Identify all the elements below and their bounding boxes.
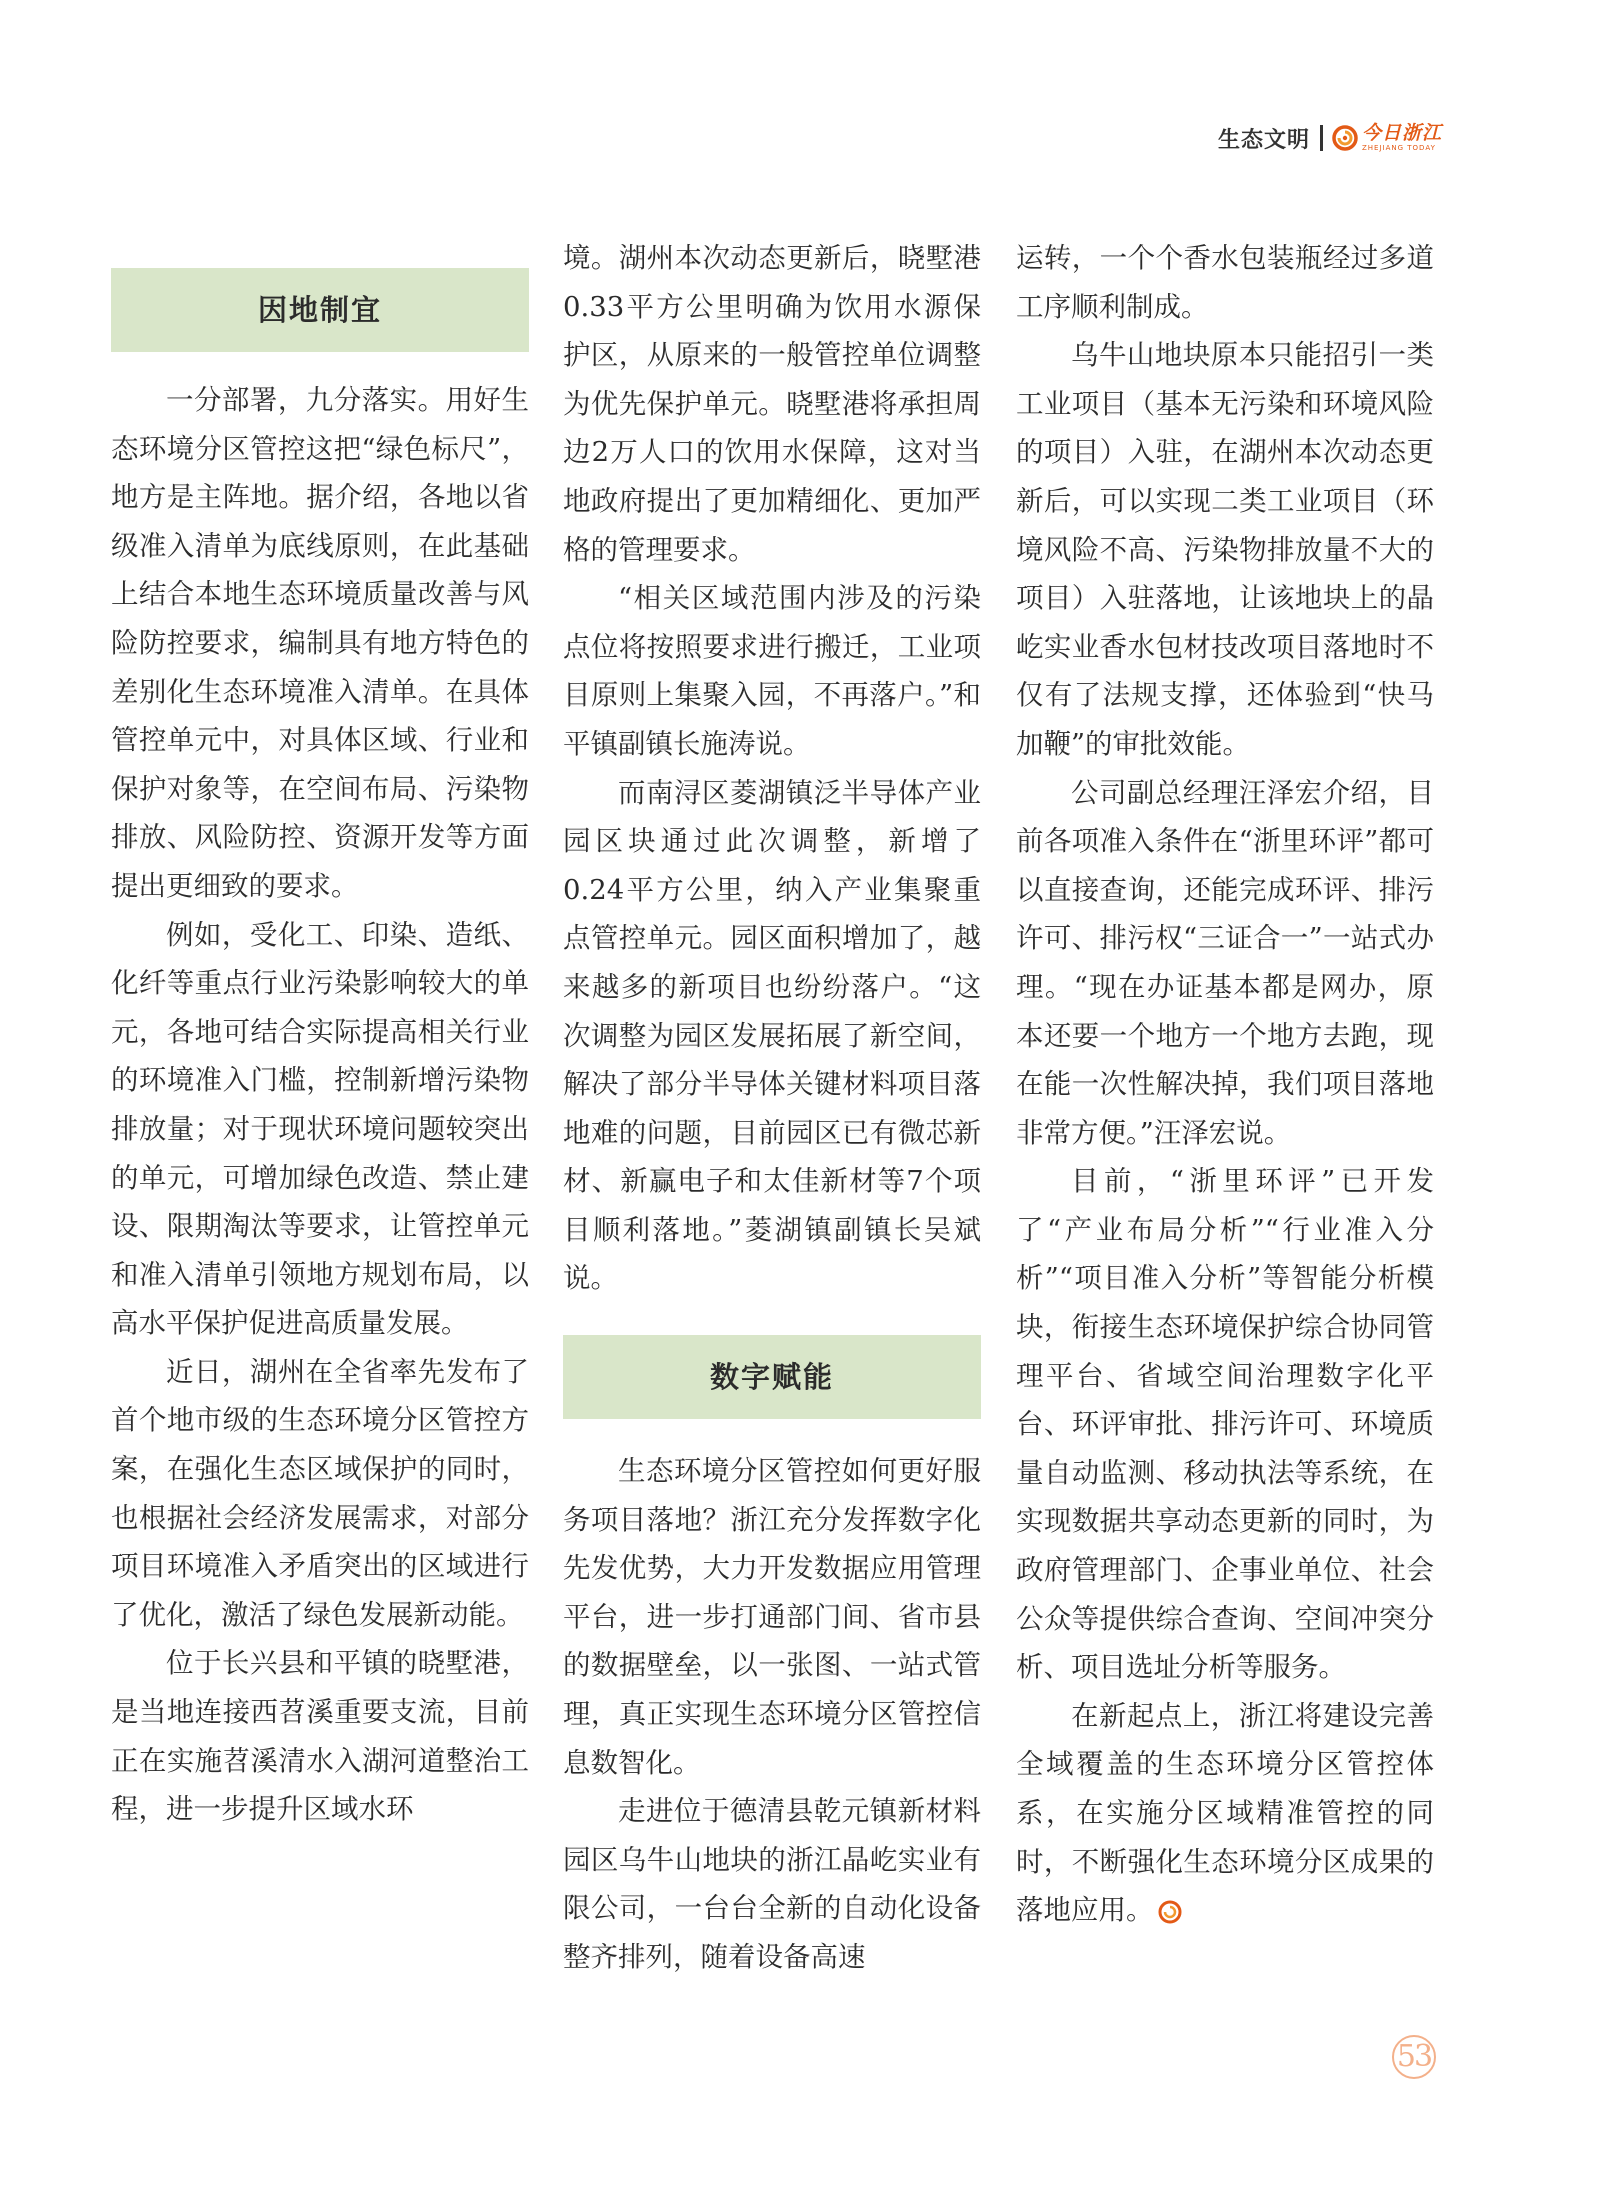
column-3 — [1016, 234, 1434, 1935]
paragraph: “相关区域范围内涉及的污染点位将按照要求进行搬迁，工业项目原则上集聚入园，不再落户。”和平镇副镇长施涛说。 — [563, 582, 981, 760]
logo-chinese-text: 今日浙江 — [1361, 122, 1442, 144]
column-1 — [111, 228, 529, 1834]
logo-english-text: ZHEJIANG TODAY — [1361, 144, 1436, 152]
paragraph: 而南浔区菱湖镇泛半导体产业园区块通过此次调整，新增了0.24平方公里，纳入产业集聚重点管控单元。园区面积增加了，越来越多的新项目也纷纷落户。“这次调整为园区发展拓展了新空间，解决了部分半导体关键材料项目落地难的问题，目前园区已有微芯新材、新赢电子和太佳新材等7个项目顺利落地。”菱湖镇副镇长吴斌说。 — [563, 776, 981, 1295]
article-end-icon — [1158, 1900, 1182, 1924]
section-title: 生态文明 — [1217, 127, 1310, 153]
paragraph: 目前，“浙里环评”已开发了“产业布局分析”“行业准入分析”“项目准入分析”等智能分析模块，衔接生态环境保护综合协同管理平台、省域空间治理数字化平台、环评审批、排污许可、环境质量自动监测、移动执法等系统，在实现数据共享动态更新的同时，为政府管理部门、企事业单位、社会公众等提供综合查询、空间冲突分析、项目选址分析等服务。 — [1016, 1165, 1434, 1684]
paragraph: 走进位于德清县乾元镇新材料园区乌牛山地块的浙江晶屹实业有限公司，一台台全新的自动化设备整齐排列，随着设备高速 — [563, 1795, 981, 1973]
paragraph: 生态环境分区管控如何更好服务项目落地？浙江充分发挥数字化先发优势，大力开发数据应用管理平台，进一步打通部门间、省市县的数据壁垒，以一张图、一站式管理，真正实现生态环境分区管控信息数智化。 — [563, 1455, 981, 1779]
column-2 — [563, 234, 981, 1982]
section-heading-digital: 数字赋能 — [563, 1335, 981, 1419]
header-divider — [1320, 125, 1323, 151]
page-number: 53 — [1392, 2035, 1436, 2079]
final-paragraph-text: 在新起点上，浙江将建设完善全域覆盖的生态环境分区管控体系，在实施分区域精准管控的同时，不断强化生态环境分区成果的落地应用。 — [1016, 1699, 1434, 1927]
page-header — [1218, 118, 1442, 158]
paragraph-final — [1016, 1692, 1434, 1935]
paragraph: 位于长兴县和平镇的晓墅港，是当地连接西苕溪重要支流，目前正在实施苕溪清水入湖河道整治工程，进一步提升区域水环 — [111, 1647, 529, 1826]
magazine-logo — [1332, 124, 1442, 152]
paragraph: 近日，湖州在全省率先发布了首个地市级的生态环境分区管控方案，在强化生态区域保护的同时，也根据社会经济发展需求，对部分项目环境准入矛盾突出的区域进行了优化，激活了绿色发展新动能。 — [111, 1355, 529, 1631]
paragraph-continuation: 境。湖州本次动态更新后，晓墅港0.33平方公里明确为饮用水源保护区，从原来的一般管控单位调整为优先保护单元。晓墅港将承担周边2万人口的饮用水保障，这对当地政府提出了更加精细化、更加严格的管理要求。 — [563, 242, 981, 566]
paragraph: 公司副总经理汪泽宏介绍，目前各项准入条件在“浙里环评”都可以直接查询，还能完成环评、排污许可、排污权“三证合一”一站式办理。“现在办证基本都是网办，原本还要一个地方一个地方去跑，现在能一次性解决掉，我们项目落地非常方便。”汪泽宏说。 — [1016, 776, 1434, 1149]
paragraph: 一分部署，九分落实。用好生态环境分区管控这把“绿色标尺”，地方是主阵地。据介绍，各地以省级准入清单为底线原则，在此基础上结合本地生态环境质量改善与风险防控要求，编制具有地方特色的差别化生态环境准入清单。在具体管控单元中，对具体区域、行业和保护对象等，在空间布局、污染物排放、风险防控、资源开发等方面提出更细致的要求。 — [111, 384, 529, 902]
zhejiang-today-logo-icon — [1332, 125, 1358, 151]
paragraph-continuation: 运转，一个个香水包装瓶经过多道工序顺利制成。 — [1016, 242, 1434, 323]
paragraph: 乌牛山地块原本只能招引一类工业项目（基本无污染和环境风险的项目）入驻，在湖州本次动态更新后，可以实现二类工业项目（环境风险不高、污染物排放量不大的项目）入驻落地，让该地块上的晶屹实业香水包材技改项目落地时不仅有了法规支撑，还体验到“快马加鞭”的审批效能。 — [1016, 339, 1434, 760]
paragraph: 例如，受化工、印染、造纸、化纤等重点行业污染影响较大的单元，各地可结合实际提高相关行业的环境准入门槛，控制新增污染物排放量；对于现状环境问题较突出的单元，可增加绿色改造、禁止建设、限期淘汰等要求，让管控单元和准入清单引领地方规划布局，以高水平保护促进高质量发展。 — [111, 918, 529, 1340]
section-heading-local: 因地制宜 — [111, 268, 529, 352]
